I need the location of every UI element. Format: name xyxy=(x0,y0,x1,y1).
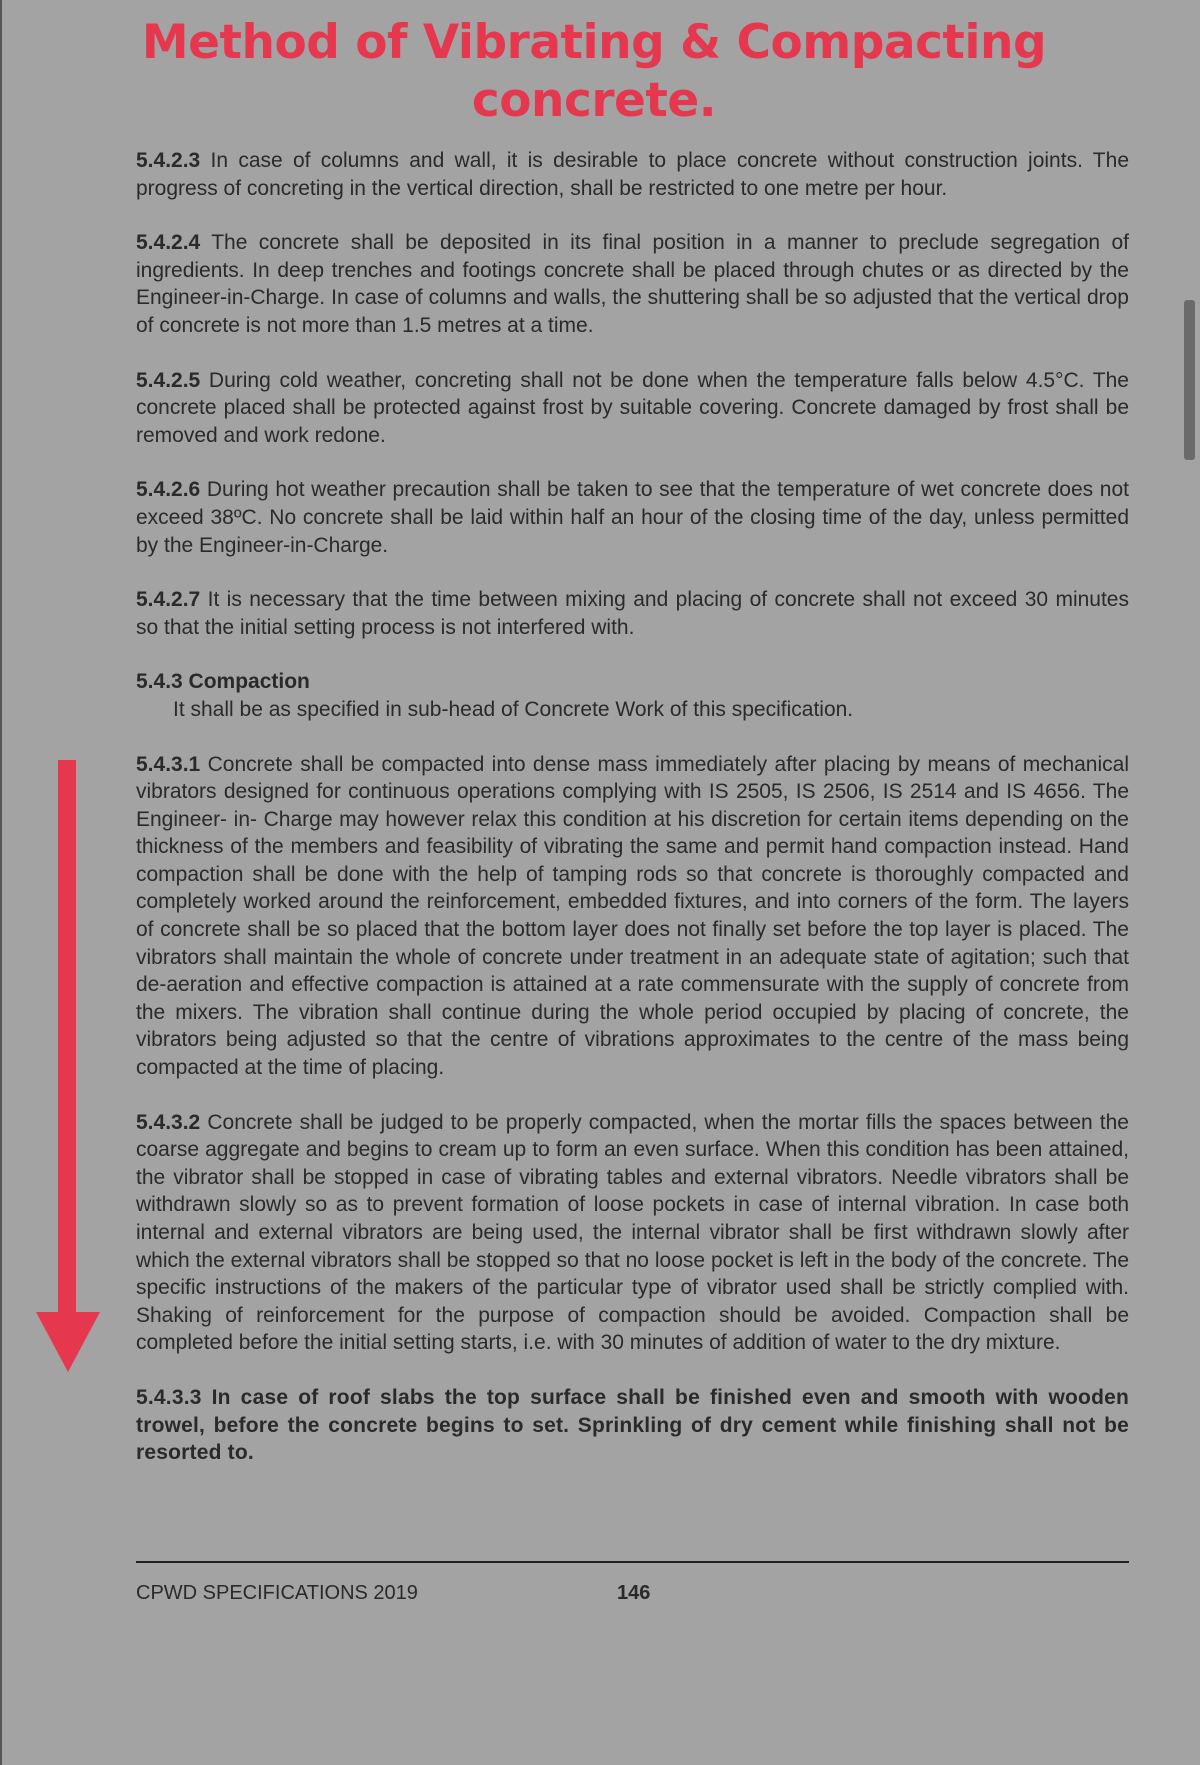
section-5-4-2-3 xyxy=(136,147,1129,202)
section-number: 5.4.2.3 xyxy=(136,149,201,172)
page-title-line1: Method of Vibrating & Compacting xyxy=(141,15,1047,70)
scrollbar-thumb[interactable] xyxy=(1184,300,1195,460)
arrow-shaft xyxy=(58,760,76,1320)
compaction-subtext: It shall be as specified in sub-head of Concrete Work of this specification. xyxy=(173,697,854,721)
page-title xyxy=(0,14,1188,130)
section-5-4-3-1 xyxy=(136,751,1129,1082)
section-text: During cold weather, concreting shall not be done when the temperature falls below 4.5°C. The concrete placed shall be protected against frost by suitable covering. Concrete damaged by frost shall be removed and work redone. xyxy=(136,368,1129,447)
section-5-4-3-3 xyxy=(136,1384,1129,1467)
section-text: In case of roof slabs the top surface shall be finished even and smooth with wooden trowel, before the concrete begins to set. Sprinkling of dry cement while finishing shall not be resorted to. xyxy=(136,1385,1129,1465)
section-number: 5.4.2.6 xyxy=(136,478,201,502)
page-left-border xyxy=(0,0,2,1765)
page-title-line2: concrete. xyxy=(471,73,717,128)
section-5-4-2-5 xyxy=(136,367,1129,450)
section-number: 5.4.3.3 xyxy=(136,1385,202,1409)
section-number: 5.4.2.4 xyxy=(136,231,201,255)
section-text: The concrete shall be deposited in its final position in a manner to preclude segregation of ingredients. In deep trenches and footings concrete shall be placed through chutes or as directed by the Engineer-in-Charge. In case of columns and walls, the shuttering shall be so adjusted that the vertical drop of concrete is not more than 1.5 metres at a time. xyxy=(136,231,1129,337)
section-text: It is necessary that the time between mixing and placing of concrete shall not exceed 30 minutes so that the initial setting process is not interfered with. xyxy=(136,588,1129,639)
compaction-heading: 5.4.3 Compaction xyxy=(136,670,310,694)
section-5-4-3-2 xyxy=(136,1109,1129,1357)
section-number: 5.4.2.7 xyxy=(136,588,201,612)
section-text: Concrete shall be judged to be properly compacted, when the mortar fills the spaces between the coarse aggregate and begins to cream up to form an even surface. When this condition has been attained, the vibrator shall be stopped in case of vibrating tables and external vibrators. Needle vibrators shall be withdrawn slowly so as to prevent formation of loose pockets in case of internal vibration. In case both internal and external vibrators are being used, the internal vibrator shall be first withdrawn slowly after which the external vibrators shall be stopped so that no loose pocket is left in the body of the concrete. The specific instructions of the makers of the particular type of vibrator used shall be strictly complied with. Shaking of reinforcement for the purpose of compaction should be avoided. Compaction shall be completed before the initial setting starts, i.e. with 30 minutes of addition of water to the dry mixture. xyxy=(136,1110,1129,1355)
section-number: 5.4.3.2 xyxy=(136,1110,201,1134)
footer-divider xyxy=(136,1561,1129,1563)
arrow-down-icon xyxy=(30,760,110,1380)
section-5-4-2-4 xyxy=(136,229,1129,339)
section-number: 5.4.3.1 xyxy=(136,752,201,776)
document-body xyxy=(136,147,1129,1494)
section-text: In case of columns and wall, it is desirable to place concrete without construction joints. The progress of concreting in the vertical direction, shall be restricted to one metre per hour. xyxy=(136,149,1129,200)
page-number: 146 xyxy=(617,1582,651,1604)
section-text: During hot weather precaution shall be taken to see that the temperature of wet concrete does not exceed 38ºC. No concrete shall be laid within half an hour of the closing time of the day, unless permitted by the Engineer-in-Charge. xyxy=(136,478,1129,557)
section-5-4-2-6 xyxy=(136,476,1129,559)
section-number: 5.4.2.5 xyxy=(136,368,201,392)
arrow-head xyxy=(36,1312,100,1372)
section-text: Concrete shall be compacted into dense mass immediately after placing by means of mechanical vibrators designed for continuous operations complying with IS 2505, IS 2506, IS 2514 and IS 4656. The Engineer- in- Charge may however relax this condition at his discretion for certain items depending on the thickness of the members and feasibility of vibrating the same and permit hand compaction instead. Hand compaction shall be done with the help of tamping rods so that concrete is thoroughly compacted and completely worked around the reinforcement, embedded fixtures, and into corners of the form. The layers of concrete shall be so placed that the bottom layer does not finally set before the top layer is placed. The vibrators shall maintain the whole of concrete under treatment in an adequate state of agitation; such that de-aeration and effective compaction is attained at a rate commensurate with the supply of concrete from the mixers. The vibration shall continue during the whole period occupied by placing of concrete, the vibrators being adjusted so that the centre of vibrations approximates to the centre of the mass being compacted at the time of placing. xyxy=(136,752,1129,1080)
section-5-4-2-7 xyxy=(136,586,1129,641)
footer-source: CPWD SPECIFICATIONS 2019 xyxy=(136,1582,418,1604)
